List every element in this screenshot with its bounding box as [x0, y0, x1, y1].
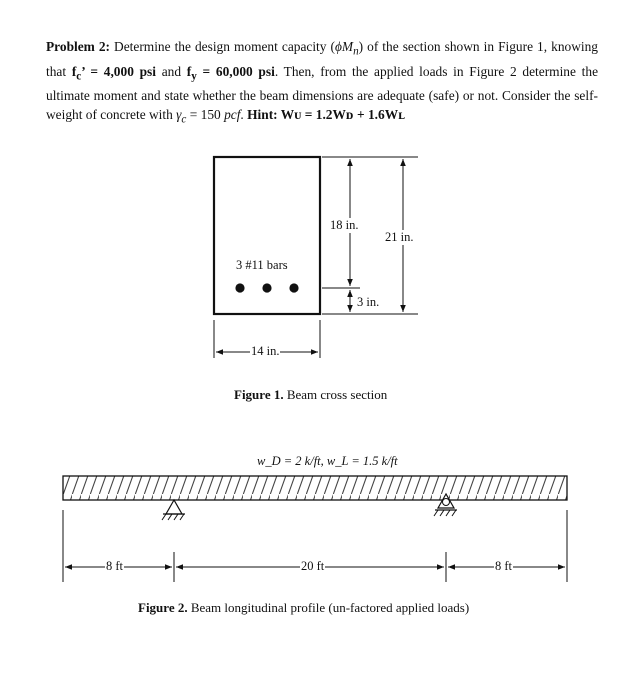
moment-symbol: M: [341, 39, 354, 54]
left-overhang-label: 8 ft: [106, 559, 124, 573]
fy-subscript: y: [191, 70, 197, 83]
problem-label: Problem 2:: [46, 39, 111, 54]
gamma-value: = 150: [186, 107, 225, 123]
bars-label: 3 #11 bars: [236, 258, 288, 272]
problem-text-2: ) of the section shown in Figure 1, knowing that: [46, 39, 598, 79]
moment-subscript: n: [353, 45, 359, 58]
right-overhang-label: 8 ft: [495, 559, 513, 573]
rebar-3: [289, 283, 298, 292]
total-height-label: 21 in.: [385, 230, 414, 244]
gamma-symbol: γ: [176, 107, 182, 123]
figure1-caption-label: Figure 1.: [234, 387, 284, 402]
load-label: w_D = 2 k/ft, w_L = 1.5 k/ft: [257, 454, 398, 468]
rebar-2: [262, 283, 271, 292]
gamma-unit: pcf: [224, 107, 241, 123]
cover-label: 3 in.: [357, 295, 380, 309]
problem-text-3: . Then, from the applied loads in Figure 2 determine the ultimate moment and state whether the beam dimensions are adequate (safe) or not. Consider the self-weight of concrete with: [46, 63, 599, 123]
effective-depth-label: 18 in.: [330, 218, 359, 232]
figure1-caption-text: Beam cross section: [283, 387, 388, 402]
fy-value: = 60,000 psi: [196, 63, 275, 79]
and-text: and: [156, 63, 187, 79]
figure2-caption: [138, 600, 469, 616]
problem-text-1: Determine the design moment capacity (: [110, 39, 335, 54]
figure2-caption-label: Figure 2.: [138, 600, 188, 615]
fc-subscript: c: [76, 70, 82, 83]
width-label: 14 in.: [251, 344, 280, 358]
left-pin-support: [162, 500, 185, 520]
period: .: [240, 107, 248, 123]
fc-symbol: f: [71, 63, 77, 79]
phi-symbol: ϕ: [334, 39, 342, 54]
fc-value: ’ = 4,000 psi: [81, 63, 156, 79]
figure2-caption-text: Beam longitudinal profile (un-factored applied loads): [187, 600, 470, 615]
figure1-caption: [234, 387, 387, 403]
hint-label: Hint:: [247, 107, 281, 123]
hint-formula: Wᴜ = 1.2Wᴅ + 1.6Wʟ: [280, 107, 405, 123]
beam-profile: [63, 476, 567, 500]
gamma-subscript: c: [181, 114, 187, 127]
fy-symbol: f: [186, 63, 192, 79]
rebar-1: [235, 283, 244, 292]
span-label: 20 ft: [301, 559, 325, 573]
